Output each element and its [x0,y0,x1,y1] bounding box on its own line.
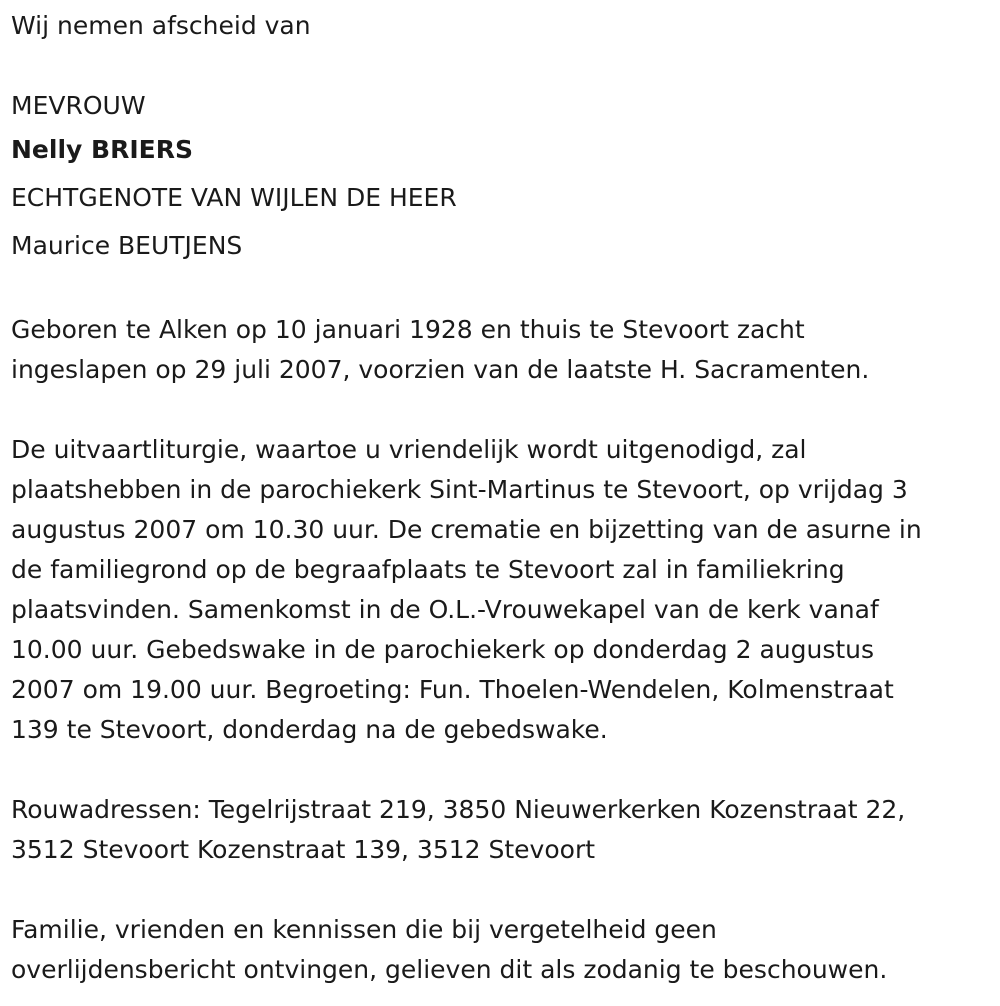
relation-line: ECHTGENOTE VAN WIJLEN DE HEER [11,183,457,212]
birth-paragraph [11,310,986,390]
paragraph-line: plaatshebben in de parochiekerk Sint-Martinus te Stevoort, op vrijdag 3 [11,475,908,504]
spacer [11,870,986,910]
paragraph-line: 3512 Stevoort Kozenstraat 139, 3512 Stevoort [11,835,596,864]
spacer [11,270,986,310]
paragraph-line: overlijdensbericht ontvingen, gelieven dit als zodanig te beschouwen. [11,955,888,984]
paragraph-line: 10.00 uur. Gebedswake in de parochiekerk op donderdag 2 augustus [11,635,875,664]
spacer [11,750,986,790]
deceased-name: Nelly BRIERS [11,135,193,164]
paragraph-line: Familie, vrienden en kennissen die bij vergetelheid geen [11,915,717,944]
spacer [11,390,986,430]
paragraph-line: de familiegrond op de begraafplaats te Stevoort zal in familiekring [11,555,845,584]
paragraph-line: ingeslapen op 29 juli 2007, voorzien van de laatste H. Sacramenten. [11,355,870,384]
paragraph-line: 139 te Stevoort, donderdag na de gebedswake. [11,715,608,744]
closing-paragraph [11,910,986,990]
paragraph-line: De uitvaartliturgie, waartoe u vriendelijk wordt uitgenodigd, zal [11,435,807,464]
paragraph-line: Rouwadressen: Tegelrijstraat 219, 3850 Nieuwerkerken Kozenstraat 22, [11,795,906,824]
paragraph-line: augustus 2007 om 10.30 uur. De crematie en bijzetting van de asurne in [11,515,922,544]
address-paragraph [11,790,986,870]
paragraph-line: 2007 om 19.00 uur. Begroeting: Fun. Thoelen-Wendelen, Kolmenstraat [11,675,894,704]
intro-line: Wij nemen afscheid van [11,11,311,40]
honorific: MEVROUW [11,91,146,120]
funeral-paragraph [11,430,986,750]
spouse-name: Maurice BEUTJENS [11,231,243,260]
paragraph-line: Geboren te Alken op 10 januari 1928 en thuis te Stevoort zacht [11,315,805,344]
paragraph-line: plaatsvinden. Samenkomst in de O.L.-Vrouwekapel van de kerk vanaf [11,595,879,624]
death-notice [11,6,986,990]
spacer [11,46,986,86]
